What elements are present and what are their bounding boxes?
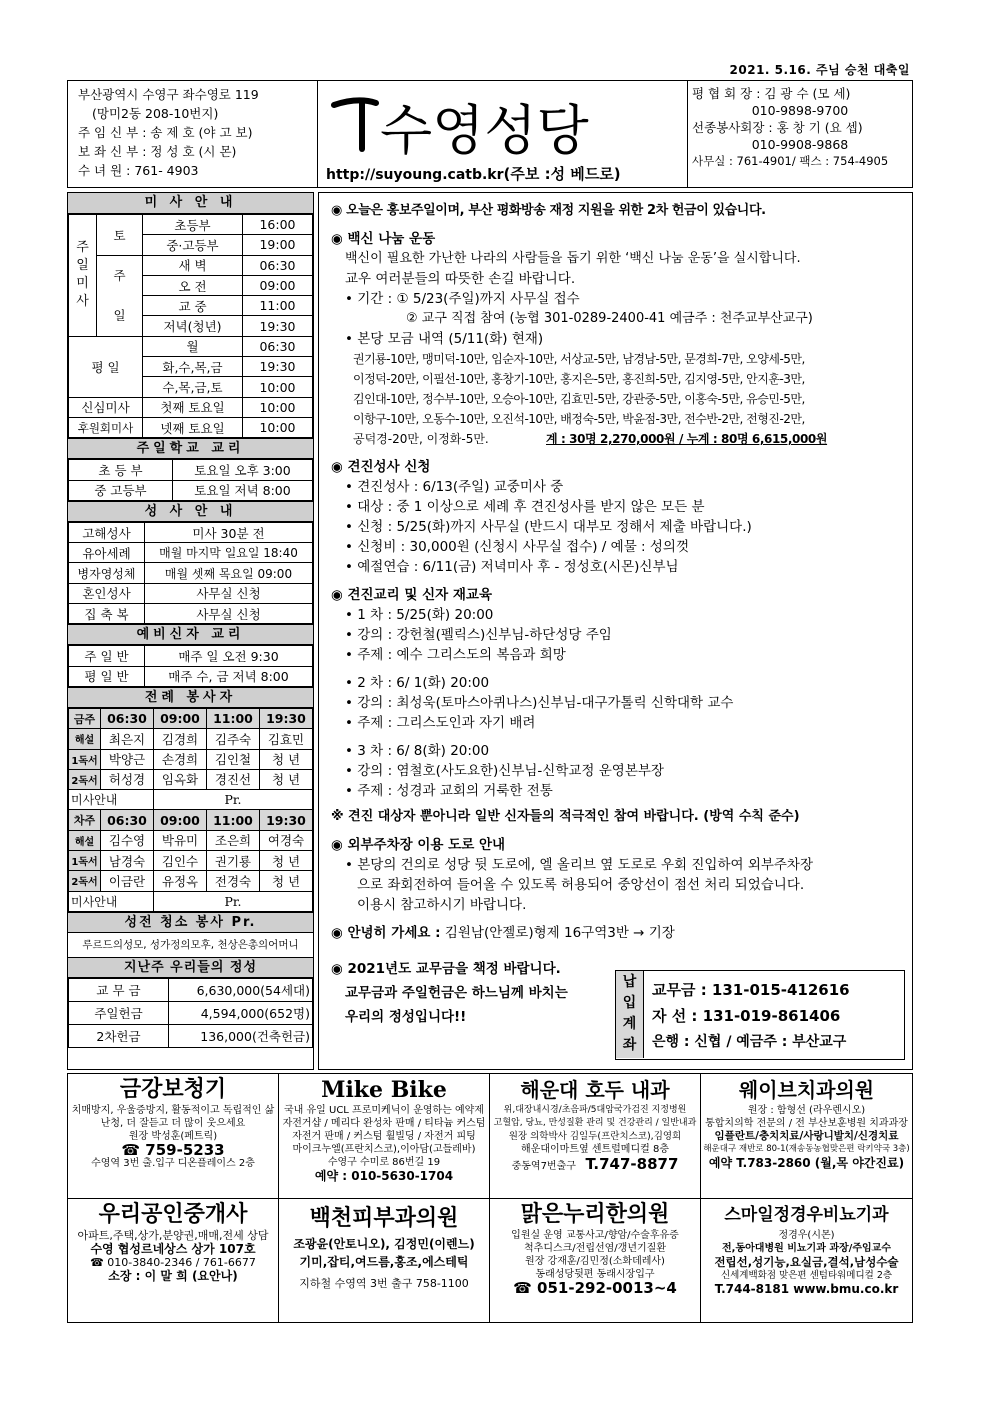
cell: 허성경 (101, 769, 154, 789)
ad-mike-bike[interactable] (279, 1074, 490, 1199)
clergy-line: 보 좌 신 부 : 정 성 호 (시 몬) (78, 144, 237, 159)
ad-line: ☎ 010-3840-2346 / 761-6677 (90, 1256, 256, 1269)
cell: 박양근 (101, 749, 154, 769)
ad-title: 백천피부과의원 (309, 1206, 459, 1231)
class-name: 초 등 부 (69, 460, 173, 480)
education-item: • 2 차 : 6/ 1(화) 20:00 (345, 675, 490, 691)
mass-time: 19:00 (243, 235, 313, 255)
vaccine-text: • 본당 모금 내역 (5/11(화) 현재) (345, 331, 544, 347)
mass-day: 첫째 토요일 (143, 397, 243, 417)
cell: 김효민 (260, 729, 313, 749)
cell: 임옥화 (154, 769, 207, 789)
mass-name: 중·고등부 (143, 235, 243, 255)
parking-title: ◉ 외부주차장 이용 도로 안내 (331, 837, 506, 853)
offering-name: 주일헌금 (69, 1001, 169, 1024)
donor-list: 김인대-10만, 정수부-10만, 오승아-10만, 김효민-5만, 강관중-5만, 이홍숙-5만, 유승민-5만, (353, 392, 805, 406)
offering-name: 2차헌금 (69, 1024, 169, 1047)
ad-line: 원장 : 함형선 (라우렌시오) (747, 1105, 866, 1116)
ad-phone: T.744-8181 www.bmu.co.kr (714, 1282, 899, 1296)
ad-line: 조광윤(안토니오), 김정민(이렌느) (293, 1237, 475, 1251)
mass-time: 06:30 (243, 336, 313, 356)
sacrament-info: 매월 마지막 일요일 18:40 (145, 543, 313, 563)
account-line: 은행 : 신협 / 예금주 : 부산교구 (652, 1034, 847, 1050)
mass-name: 오 전 (143, 275, 243, 295)
confirmation-item: • 신청비 : 30,000원 (신청시 사무실 접수) / 예물 : 성의껏 (345, 539, 689, 555)
cell: 19:30 (260, 810, 313, 830)
left-column (67, 192, 314, 1070)
cell: 해설 (69, 729, 101, 749)
offering-table (68, 978, 313, 1048)
ad-line: 마이크누엘(프란치스코),이아담(고들레바) (292, 1144, 476, 1155)
address-line: 부산광역시 수영구 좌수영로 119 (78, 87, 259, 102)
cell: 김인수 (154, 851, 207, 871)
mass-time: 10:00 (243, 377, 313, 397)
mass-title: 미 사 안 내 (68, 193, 313, 214)
sacrament-name: 집 축 복 (69, 604, 145, 624)
council-line: 평 협 회 장 : 김 광 수 (모 세) (692, 86, 851, 101)
parking-text: 이용시 참고하시기 바랍니다. (357, 897, 527, 913)
sacrament-table (68, 522, 313, 624)
ad-line: 동래성당뒷편 동래시장입구 (535, 1269, 655, 1280)
catechumen-title: 예비신자 교리 (68, 624, 313, 645)
donor-list: 이항구-10만, 오동수-10만, 오진석-10만, 배정숙-5만, 박윤점-3만, 전수반-2만, 전형진-2만, (353, 412, 805, 426)
ad-line: 수영 협성르네상스 상가 107호 (90, 1242, 256, 1256)
cell: 06:30 (101, 810, 154, 830)
ad-line: 국내 유일 UCL 프로미케닉이 운영하는 예약제 (284, 1105, 484, 1116)
cell: 청 년 (260, 871, 313, 891)
parking-text: • 본당의 건의로 성당 뒷 도로에, 엘 올리브 옆 도로로 우회 진입하여 외부주차장 (345, 857, 814, 873)
cell: 11:00 (207, 810, 260, 830)
mass-time: 19:30 (243, 316, 313, 336)
donor-list: 권기룡-10만, 맹미덕-10만, 임순자-10만, 서상교-5만, 남경남-5만, 문경희-7만, 오양세-5만, (353, 352, 805, 366)
mass-name: 교 중 (143, 296, 243, 316)
ad-line: 난청, 더 잘듣고 더 많이 웃으세요 (100, 1118, 246, 1129)
parking-text: 으로 좌회전하여 들어올 수 있도록 허용되어 중앙선이 점선 처리 되었습니다. (357, 877, 805, 893)
mass-time: 16:00 (243, 215, 313, 235)
cell: 19:30 (260, 708, 313, 728)
ad-oriental-clinic[interactable] (490, 1199, 701, 1322)
ad-title: Mike Bike (321, 1077, 447, 1103)
cell: 김수영 (101, 830, 154, 850)
ad-phone: 소장 : 이 말 희 (요안나) (108, 1269, 238, 1283)
ad-title: 우리공인중개사 (98, 1202, 248, 1227)
mass-name: 새 벽 (143, 255, 243, 275)
account-line: 교무금 : 131-015-412616 (652, 981, 850, 999)
mass-name: 신심미사 (69, 397, 143, 417)
offering-amount: 4,594,000(652명) (169, 1001, 313, 1024)
patron-label: (주보 :성 베드로) (503, 165, 621, 183)
vaccine-text: ② 교구 직접 참여 (농협 301-0289-2400-41 예금주 : 천주교부산교구) (406, 311, 813, 326)
tithe-notice: 우리의 정성입니다!! (345, 1009, 467, 1025)
ad-wave-dental[interactable] (701, 1074, 912, 1199)
website-url[interactable]: http://suyoung.catb.kr(주보 :성 베드로) (326, 165, 621, 183)
cell: 김경희 (154, 729, 207, 749)
cell: 11:00 (207, 708, 260, 728)
ads-grid (67, 1073, 913, 1323)
education-item: • 강의 : 염철호(사도요한)신부님-신학교정 운영본부장 (345, 763, 664, 779)
mass-name: 후원회미사 (69, 417, 143, 437)
ad-urology[interactable] (701, 1199, 912, 1322)
sacrament-name: 혼인성사 (69, 583, 145, 603)
ad-line: 원장 강재훈/김민정(소화데레사) (525, 1256, 665, 1267)
cell: 여경숙 (260, 830, 313, 850)
ad-line: 전립선,성기능,요실금,결석,남성수술 (714, 1255, 899, 1269)
cell: 금주 (69, 708, 101, 728)
ad-line: 해운대이마트옆 센트럴메디컬 8층 (521, 1144, 669, 1155)
mass-name: 수,목,금,토 (143, 377, 243, 397)
cell: 조은희 (207, 830, 260, 850)
class-time: 매주 수, 금 저녁 8:00 (145, 666, 313, 686)
education-item: • 주제 : 예수 그리스도의 복음과 희망 (345, 647, 566, 663)
ad-line: 고혈압, 당뇨, 만성질환 관리 및 건강관리 / 일반내과 (493, 1118, 697, 1128)
ad-line: 정경우(시몬) (778, 1230, 835, 1241)
confirmation-item: • 신청 : 5/25(화)까지 사무실 (반드시 대부모 정해서 제출 바랍니다.) (345, 519, 752, 535)
class-name: 평 일 반 (69, 666, 145, 686)
ad-line: 해운대구 재반로 80-1(재송동농협맞은편 락키약국 3층) (703, 1144, 910, 1154)
education-item: • 3 차 : 6/ 8(화) 20:00 (345, 743, 490, 759)
cell: 미사안내 (69, 790, 154, 810)
cell: 경진선 (207, 769, 260, 789)
confirmation-item: • 견진성사 : 6/13(주일) 교중미사 중 (345, 479, 564, 495)
cell: 차주 (69, 810, 101, 830)
ad-line: 중동역7번출구 T.747-8877 (511, 1155, 679, 1173)
cell: 전경숙 (207, 871, 260, 891)
farewell-text: 김원남(안젤로)형제 16구역3반 → 기장 (444, 925, 675, 941)
catechumen-table (68, 645, 313, 687)
account-label: 납 입 계 좌 (616, 971, 644, 1058)
cell: 2독서 (69, 871, 101, 891)
cell: 청 년 (260, 851, 313, 871)
vaccine-text: 교우 여러분들의 따뜻한 손길 바랍니다. (345, 271, 576, 287)
cell: Pr. (154, 790, 313, 810)
cell: 2독서 (69, 769, 101, 789)
ad-phone: ☎ 759-5233 (121, 1141, 225, 1159)
ad-phone: 지하철 수영역 3번 출구 758-1100 (299, 1277, 469, 1290)
ad-title: 스마일정경우비뇨기과 (724, 1205, 889, 1225)
education-note: ※ 견진 대상자 뿐아니라 일반 신자들의 적극적인 참여 바랍니다. (방역 수칙 준수) (331, 809, 800, 824)
servers-title: 전례 봉사자 (68, 687, 313, 708)
vaccine-text: 백신이 필요한 가난한 나라의 사람들을 돕기 위한 ‘백신 나눔 운동’을 실시합니다. (345, 251, 801, 266)
cell: 유정옥 (154, 871, 207, 891)
cell: 이금란 (101, 871, 154, 891)
sacrament-info: 미사 30분 전 (145, 522, 313, 542)
sacrament-name: 고해성사 (69, 522, 145, 542)
ad-line: 수영구 수미로 86번길 19 (327, 1157, 441, 1168)
ad-title: 맑은누리한의원 (520, 1202, 670, 1227)
ad-line: 원장 의학박사 김일두(프란치스코),김영희 (508, 1131, 682, 1142)
sacrament-name: 병자영성체 (69, 563, 145, 583)
mass-time: 19:30 (243, 357, 313, 377)
education-item: • 주제 : 성경과 교회의 거룩한 전통 (345, 783, 553, 799)
logo-text: 수영성당 (380, 99, 589, 157)
ad-hodu-clinic[interactable] (490, 1074, 701, 1199)
cell: 09:00 (154, 810, 207, 830)
sacrament-name: 유아세례 (69, 543, 145, 563)
ad-line: 통합치의학 전문의 / 전 부산보훈병원 치과과장 (705, 1118, 908, 1129)
vaccine-title: ◉ 백신 나눔 운동 (331, 231, 436, 247)
account-line: 자 선 : 131-019-861406 (652, 1007, 841, 1025)
sacrament-title: 성 사 안 내 (68, 501, 313, 522)
ad-line: 전,동아대병원 비뇨기과 과장/주임교수 (722, 1243, 891, 1254)
offering-amount: 6,630,000(54세대) (169, 978, 313, 1001)
ad-line: 척추디스크/전립선염/갱년기질환 (524, 1243, 666, 1254)
ad-line: 기미,잡티,여드름,홍조,에스테틱 (299, 1255, 469, 1269)
council-line: 선종봉사회장 : 홍 창 기 (요 셉) (692, 120, 863, 135)
sacrament-info: 매월 셋째 목요일 09:00 (145, 563, 313, 583)
weekday-label: 평 일 (69, 336, 143, 397)
ad-line: 위,대장내시경/초음파/5대암국가검진 지정병원 (503, 1105, 687, 1115)
class-time: 토요일 저녁 8:00 (173, 480, 313, 500)
ad-line: 입원실 운영 교통사고/향암/수술후유증 (511, 1230, 679, 1241)
cell: 1독서 (69, 851, 101, 871)
clergy-line: 주 임 신 부 : 송 제 호 (야 고 보) (78, 125, 253, 140)
parish-address-block (68, 81, 318, 187)
mass-table (68, 214, 313, 438)
ad-phone: 예약 : 010-5630-1704 (314, 1169, 454, 1183)
education-item: • 주제 : 그리스도인과 자기 배려 (345, 715, 536, 731)
cell: 김인철 (207, 749, 260, 769)
education-item: • 강의 : 최성욱(토마스아퀴나스)신부님-대구가톨릭 신학대학 교수 (345, 695, 734, 711)
cell: 09:00 (154, 708, 207, 728)
ad-line: 원장 박성훈(페트릭) (128, 1131, 218, 1142)
ad-phone: 예약 T.783-2860 (월,목 야간진료) (708, 1156, 905, 1170)
education-item: • 1 차 : 5/25(화) 20:00 (345, 607, 494, 623)
parish-logo (328, 87, 678, 157)
council-block (688, 81, 912, 187)
sunday-school-title: 주일학교 교리 (68, 438, 313, 459)
mass-name: 저녁(청년) (143, 316, 243, 336)
bank-account-box (615, 970, 905, 1060)
ad-line: 수영역 3번 출.입구 디온플레이스 2층 (91, 1158, 255, 1169)
council-line: 010-9898-9700 (751, 103, 849, 118)
mass-name: 초등부 (143, 215, 243, 235)
farewell-title: ◉ 안녕히 가세요 : (331, 925, 441, 941)
notice-column (318, 192, 913, 1070)
sacrament-info: 사무실 신청 (145, 583, 313, 603)
cell: 06:30 (101, 708, 154, 728)
sacrament-info: 사무실 신청 (145, 604, 313, 624)
cell: 최은지 (101, 729, 154, 749)
cell: 김주숙 (207, 729, 260, 749)
ad-line: 임플란트/충치치료/사랑니발치/신경치료 (714, 1130, 899, 1142)
ad-skin-clinic[interactable] (279, 1199, 490, 1322)
servers-this-week-table (68, 708, 313, 912)
ad-line: 치매방지, 우울증방지, 활동적이고 독립적인 삶 (71, 1105, 275, 1116)
sun-label: 주 일 (97, 255, 143, 336)
bulletin-date: 2021. 5.16. 주님 승천 대축일 (729, 63, 910, 77)
class-name: 중 고등부 (69, 480, 173, 500)
offering-amount: 136,000(건축헌금) (169, 1024, 313, 1047)
cell: 청 년 (260, 769, 313, 789)
notice-headline: ◉ 오늘은 홍보주일이며, 부산 평화방송 재정 지원을 위한 2차 헌금이 있습니다. (331, 203, 766, 218)
mass-time: 09:00 (243, 275, 313, 295)
account-details (652, 977, 850, 1055)
office-contact: 사무실 : 761-4901/ 팩스 : 754-4905 (692, 154, 889, 168)
sunday-school-table (68, 459, 313, 501)
ad-line: 자전거샵 / 메리다 완성차 판매 / 티타늄 커스텀 (282, 1118, 486, 1129)
mass-time: 10:00 (243, 417, 313, 437)
cleaning-text: 루르드의성모, 성가정의모후, 천상은총의어머니 (82, 938, 299, 951)
mass-time: 11:00 (243, 296, 313, 316)
cell: 청 년 (260, 749, 313, 769)
education-item: • 강의 : 강헌철(펠릭스)신부님-하단성당 주임 (345, 627, 612, 643)
header (67, 80, 913, 188)
donor-list: 이정덕-20만, 이필선-10만, 홍창기-10만, 홍지은-5만, 홍진희-5만, 김지영-5만, 안지훈-3만, (353, 372, 805, 386)
ad-phone: T.747-8877 (585, 1155, 679, 1173)
cell: 박유미 (154, 830, 207, 850)
confirmation-item: • 예절연습 : 6/11(금) 저녁미사 후 - 정성호(시몬)신부님 (345, 559, 679, 575)
council-line: 010-9908-9868 (751, 137, 849, 152)
vaccine-text: • 기간 : ① 5/23(주일)까지 사무실 접수 (345, 291, 580, 307)
donation-total: 계 : 30명 2,270,000원 / 누계 : 80명 6,615,000원 (546, 432, 828, 446)
ad-title: 웨이브치과의원 (738, 1078, 875, 1102)
farewell (331, 923, 902, 943)
ad-hearing-aid[interactable] (68, 1074, 279, 1199)
sat-label: 토 (97, 215, 143, 256)
ad-realtor[interactable] (68, 1199, 279, 1322)
ad-phone: ☎ 051-292-0013~4 (513, 1279, 677, 1297)
confirmation-title: ◉ 견진성사 신청 (331, 459, 431, 475)
mass-time: 06:30 (243, 255, 313, 275)
offering-title: 지난주 우리들의 정성 (68, 957, 313, 978)
ad-title: 금강보청기 (119, 1077, 227, 1102)
tithe-notice: 교무금과 주일헌금은 하느님께 바치는 (345, 985, 568, 1001)
ad-line: 자전거 판매 / 커스텀 휠빌딩 / 자전거 피팅 (292, 1131, 476, 1142)
offering-name: 교 무 금 (69, 978, 169, 1001)
ad-line: 아파트,주택,상가,분양권,매매,전세 상담 (77, 1229, 269, 1242)
class-name: 주 일 반 (69, 646, 145, 666)
masthead (318, 81, 688, 187)
cleaning-title: 성전 청소 봉사 Pr. (68, 912, 313, 933)
address-line: (망미2동 208-10번지) (92, 106, 219, 121)
cell: 남경숙 (101, 851, 154, 871)
mass-name: 월 (143, 336, 243, 356)
cell: 미사안내 (69, 891, 154, 911)
class-time: 토요일 오후 3:00 (173, 460, 313, 480)
clergy-line: 수 녀 원 : 761- 4903 (78, 163, 199, 178)
mass-name: 화,수,목,금 (143, 357, 243, 377)
confirmation-item: • 대상 : 중 1 이상으로 세례 후 견진성사를 받지 않은 모든 분 (345, 499, 705, 515)
cell: 1독서 (69, 749, 101, 769)
donor-list: 공덕경-20만, 이정화-5만. 계 : 30명 2,270,000원 / 누계 : 80명 6,615,000원 (331, 429, 902, 449)
sunday-mass-label: 주 일 미 사 (69, 215, 97, 337)
cell: 손경희 (154, 749, 207, 769)
class-time: 매주 일 오전 9:30 (145, 646, 313, 666)
ad-title: 해운대 호두 내과 (520, 1078, 670, 1102)
ad-line: 신세계백화점 맞은편 센텀타워메디컬 2층 (720, 1270, 893, 1281)
mass-time: 10:00 (243, 397, 313, 417)
mass-day: 넷째 토요일 (143, 417, 243, 437)
education-title: ◉ 견진교리 및 신자 재교육 (331, 587, 492, 603)
cell: Pr. (154, 891, 313, 911)
cell: 권기룡 (207, 851, 260, 871)
cell: 해설 (69, 830, 101, 850)
tithe-notice: ◉ 2021년도 교무금을 책정 바랍니다. (331, 961, 561, 977)
